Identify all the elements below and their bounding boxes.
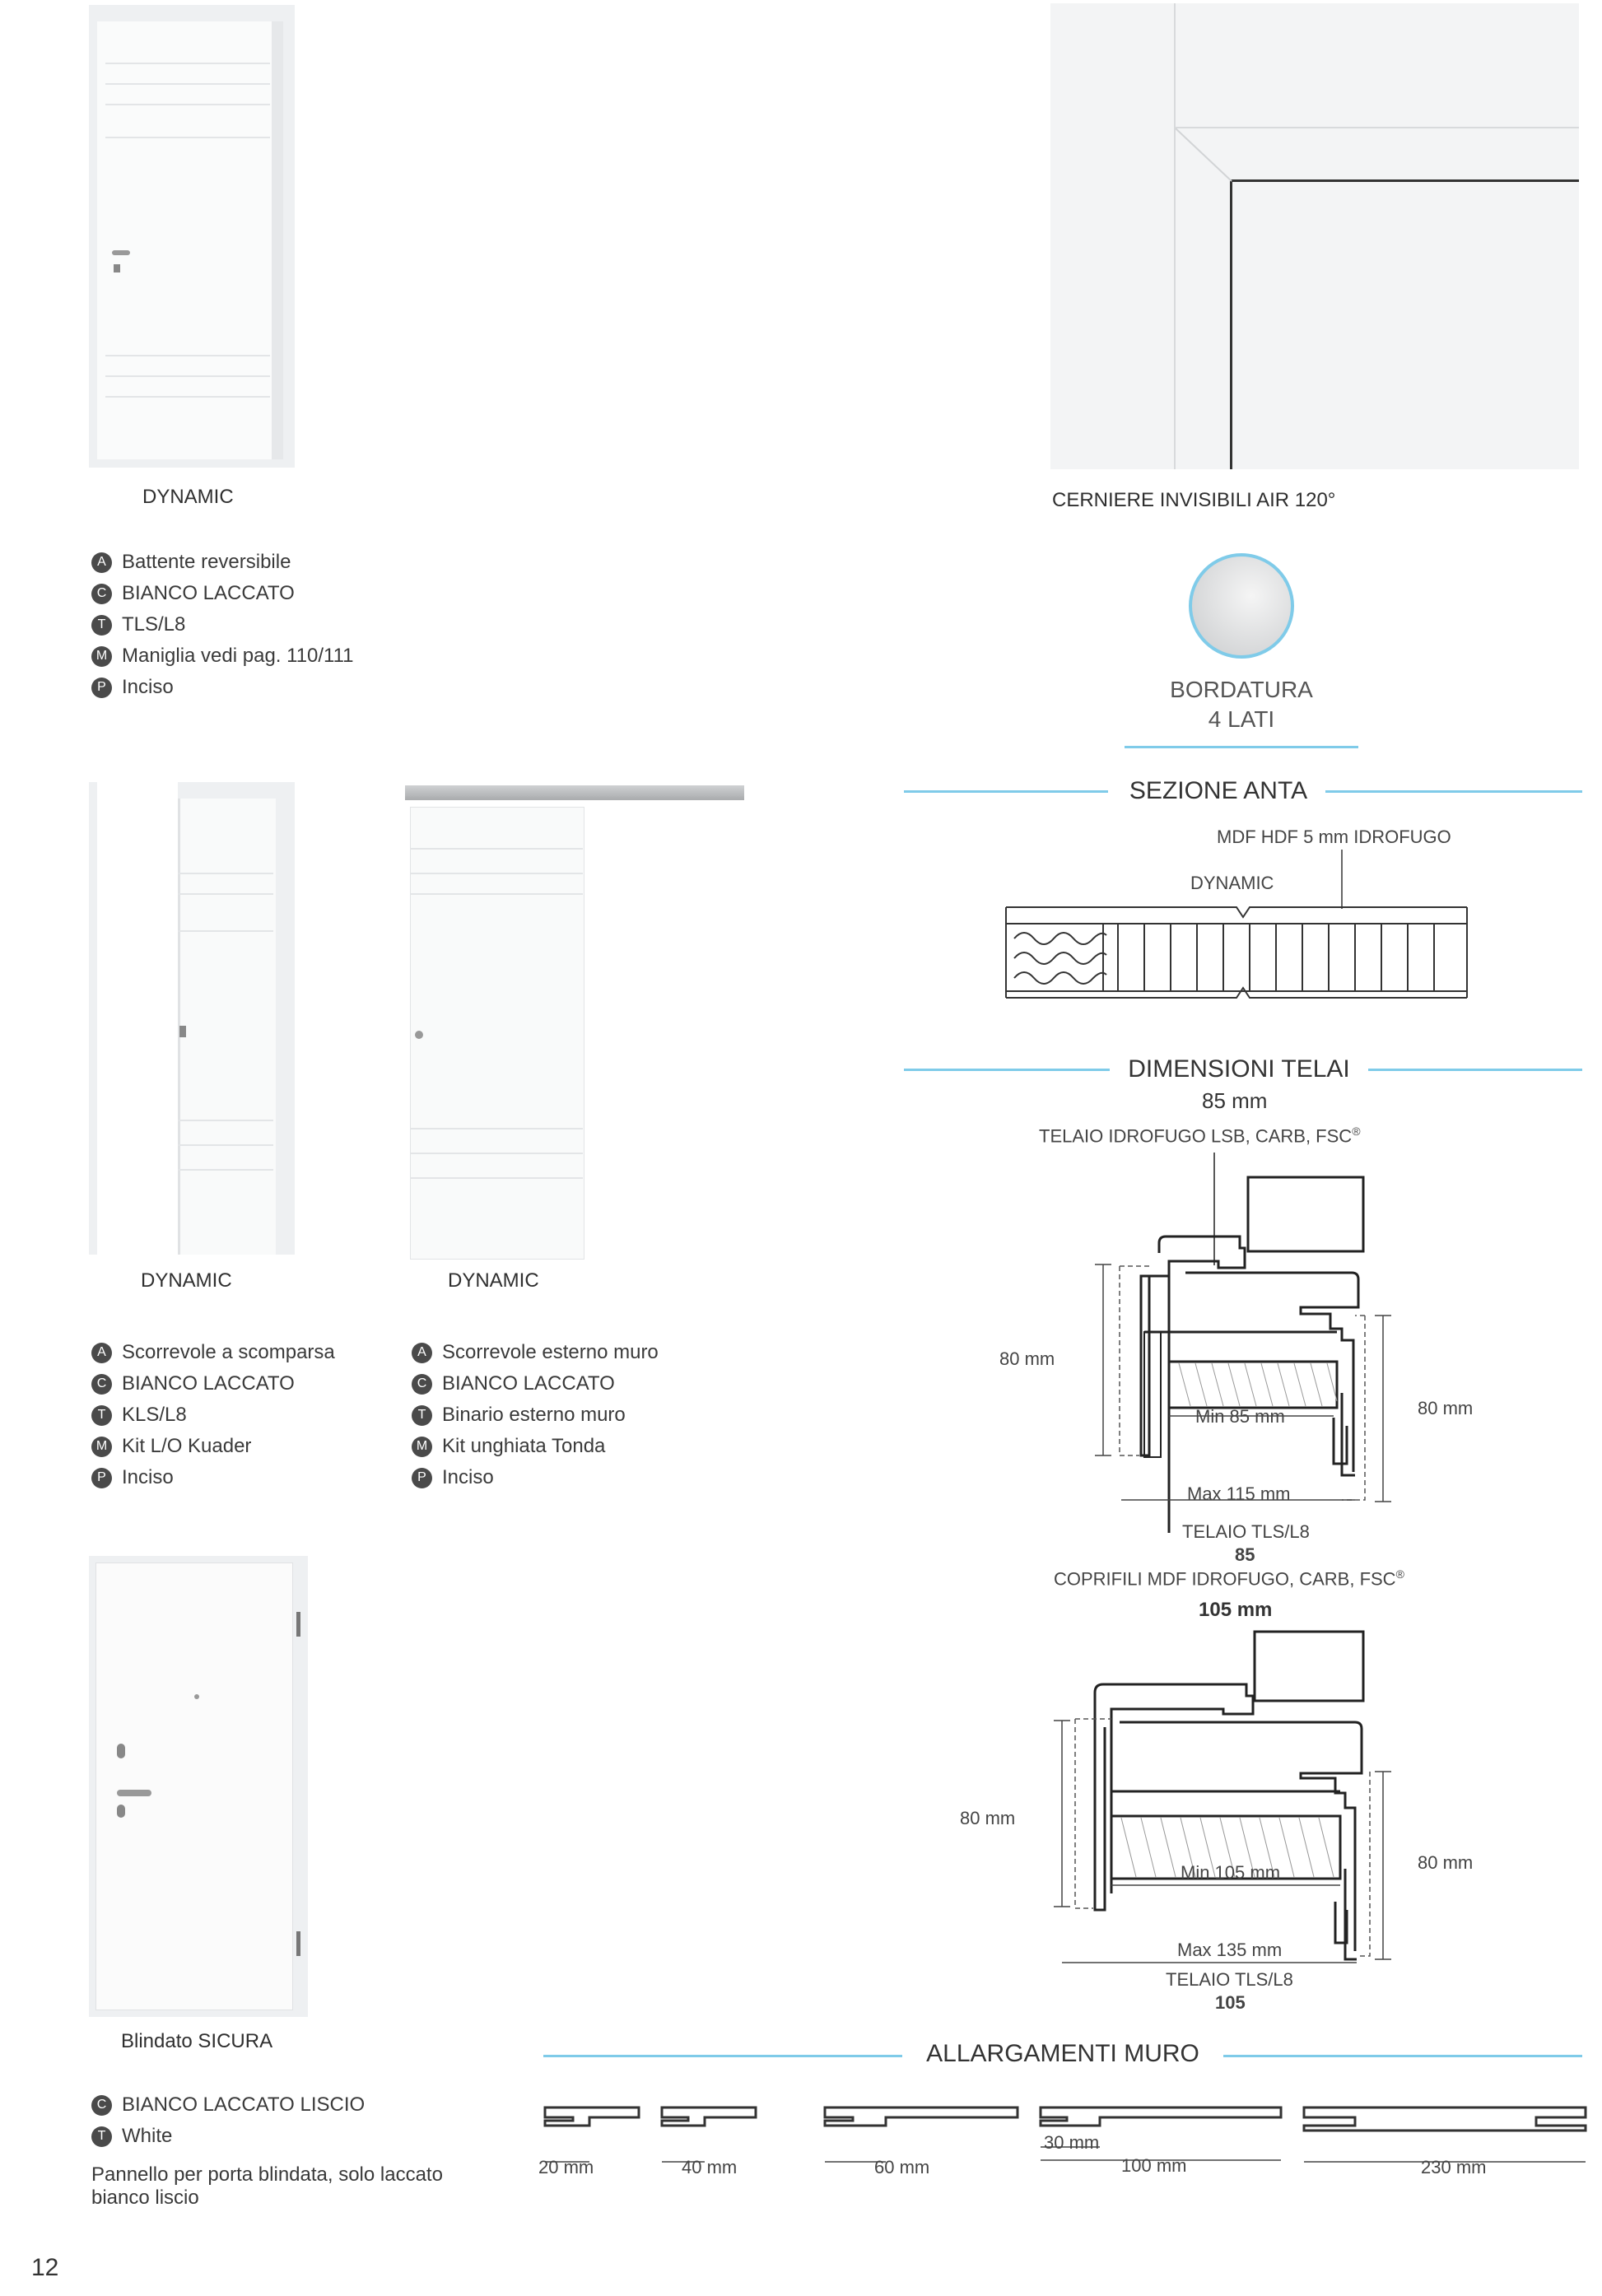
section-title-dimensioni-telai: DIMENSIONI TELAI [1120, 1055, 1358, 1083]
frame-drawing-105 [1029, 1630, 1457, 1959]
frame2-telaio: TELAIO TLS/L8 [1166, 1969, 1293, 1990]
frame1-code: 85 [1235, 1544, 1255, 1565]
spec-item: C BIANCO LACCATO [91, 578, 354, 609]
spec-badge: T [91, 1405, 112, 1426]
blindato-note: Pannello per porta blindata, solo laccato bianco liscio [91, 2163, 443, 2209]
spec-item: C BIANCO LACCATO LISCIO [91, 2089, 365, 2121]
frame2-left-dim: 80 mm [960, 1808, 1016, 1828]
spec-badge: T [91, 615, 112, 636]
frame1-right-dim: 80 mm [1418, 1398, 1474, 1418]
caption-dynamic-2: DYNAMIC [141, 1269, 232, 1292]
label-mdf: MDF HDF 5 mm IDROFUGO [1217, 827, 1451, 847]
frame-size-105: 105 mm [1199, 1599, 1273, 1621]
spec-badge: A [412, 1343, 432, 1363]
spec-badge: T [91, 2126, 112, 2147]
spec-item: T Binario esterno muro [412, 1399, 659, 1431]
spec-item: T White [91, 2121, 365, 2152]
spec-badge: M [91, 646, 112, 667]
spec-badge: C [91, 2095, 112, 2116]
hinge-icon [296, 1612, 300, 1637]
spec-badge: T [412, 1405, 432, 1426]
spec-item: M Kit L/O Kuader [91, 1431, 335, 1462]
spec-item: M Kit unghiata Tonda [412, 1431, 659, 1462]
frame-size-85: 85 mm [1202, 1088, 1268, 1113]
frame2-code: 105 [1215, 1992, 1246, 2013]
spec-item: A Scorrevole esterno muro [412, 1337, 659, 1368]
spec-badge: M [91, 1437, 112, 1457]
caption-blindato: Blindato SICURA [121, 2030, 273, 2052]
spec-badge: C [91, 1374, 112, 1395]
caption-dynamic-1: DYNAMIC [142, 486, 234, 508]
door-photo-blindato [89, 1556, 308, 2017]
section-title-sezione-anta: SEZIONE ANTA [1120, 777, 1317, 805]
spec-badge: A [91, 552, 112, 573]
frame2-min: Min 105 mm [1181, 1862, 1281, 1883]
spec-badge: A [91, 1343, 112, 1363]
spec-item: A Scorrevole a scomparsa [91, 1337, 335, 1368]
lock-icon [117, 1744, 125, 1758]
spec-badge: C [91, 584, 112, 604]
bordatura-icon [1189, 553, 1294, 659]
spec-item: M Maniglia vedi pag. 110/111 [91, 640, 354, 672]
caption-dynamic-3: DYNAMIC [448, 1269, 539, 1292]
spec-badge: M [412, 1437, 432, 1457]
spec-item: P Inciso [91, 1462, 335, 1493]
door-handle-icon [117, 1790, 151, 1796]
allargamento-20: 20 mm [538, 2157, 594, 2177]
allargamenti-profiles [540, 2098, 1586, 2163]
frame1-left-dim: 80 mm [999, 1348, 1055, 1369]
allargamento-60: 60 mm [874, 2157, 930, 2177]
hinge-photo [1050, 3, 1579, 469]
allargamento-230: 230 mm [1421, 2157, 1487, 2177]
door-photo-dynamic-esterno [397, 782, 756, 1268]
label-model: DYNAMIC [1190, 873, 1274, 893]
door-handle-icon [179, 1026, 186, 1037]
spec-item: C BIANCO LACCATO [412, 1368, 659, 1399]
door-photo-dynamic-battente [89, 5, 295, 468]
spec-badge: C [412, 1374, 432, 1395]
spec-item: P Inciso [91, 672, 354, 703]
door-section-drawing [1006, 899, 1467, 1006]
spec-item: C BIANCO LACCATO [91, 1368, 335, 1399]
hinge-caption: CERNIERE INVISIBILI AIR 120° [1052, 489, 1336, 511]
allargamento-100: 100 mm [1121, 2155, 1187, 2176]
allargamento-30: 30 mm [1044, 2132, 1100, 2153]
door-pull-icon [415, 1031, 423, 1039]
frame2-max: Max 135 mm [1177, 1940, 1283, 1960]
spec-list-blindato [91, 2089, 365, 2152]
door-photo-dynamic-scomparsa [89, 782, 295, 1255]
frame1-min: Min 85 mm [1195, 1406, 1285, 1427]
spec-badge: P [412, 1468, 432, 1488]
spec-badge: P [91, 678, 112, 698]
spec-list-dynamic-2 [91, 1337, 335, 1493]
bordatura-label: BORDATURA 4 LATI [1170, 677, 1313, 732]
spec-item: P Inciso [412, 1462, 659, 1493]
spec-list-dynamic-1 [91, 547, 354, 703]
spec-list-dynamic-3 [412, 1337, 659, 1493]
frame1-telaio: TELAIO TLS/L8 [1182, 1521, 1310, 1542]
frame1-max: Max 115 mm [1187, 1483, 1291, 1504]
frame2-right-dim: 80 mm [1418, 1852, 1474, 1873]
spec-item: A Battente reversibile [91, 547, 354, 578]
allargamento-40: 40 mm [682, 2157, 738, 2177]
spec-badge: P [91, 1468, 112, 1488]
frame-top-label-1: TELAIO IDROFUGO LSB, CARB, FSC® [1039, 1125, 1361, 1147]
spy-icon [194, 1694, 199, 1699]
section-title-allargamenti: ALLARGAMENTI MURO [910, 2040, 1215, 2068]
door-handle-icon [112, 250, 130, 255]
frame-top-label-2: COPRIFILI MDF IDROFUGO, CARB, FSC® [1054, 1567, 1404, 1590]
page-number: 12 [31, 2254, 59, 2281]
spec-item: T TLS/L8 [91, 609, 354, 640]
spec-item: T KLS/L8 [91, 1399, 335, 1431]
